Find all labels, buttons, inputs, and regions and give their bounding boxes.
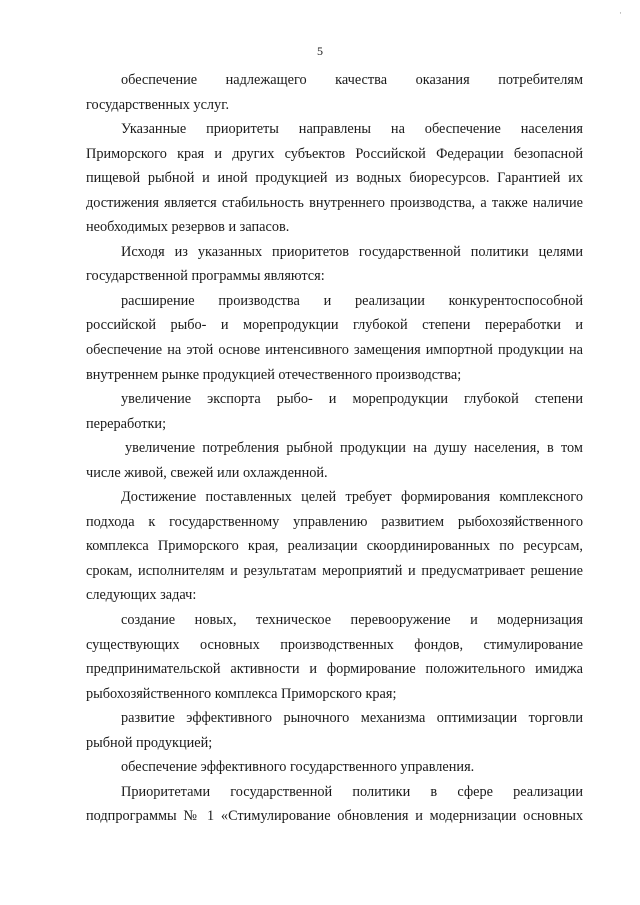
text-line: российской рыбо- и морепродукции глубокой степени переработки и bbox=[86, 317, 583, 334]
text-line: необходимых резервов и запасов. bbox=[86, 219, 290, 236]
text-line: подпрограммы № 1 «Стимулирование обновления и модернизации основных bbox=[86, 808, 583, 825]
text-line: пищевой рыбной и иной продукцией из водных биоресурсов. Гарантией их bbox=[86, 170, 583, 187]
text-line: Приоритетами государственной политики в сфере реализации bbox=[121, 783, 583, 800]
text-line: развитие эффективного рыночного механизма оптимизации торговли bbox=[121, 710, 583, 727]
document-body bbox=[86, 68, 583, 829]
text-line: создание новых, техническое перевооружение и модернизация bbox=[121, 612, 583, 629]
text-line: следующих задач: bbox=[86, 587, 197, 604]
text-line: комплекса Приморского края, реализации скоординированных по ресурсам, bbox=[86, 538, 583, 555]
text-line: срокам, исполнителям и результатам мероприятий и предусматривает решение bbox=[86, 562, 583, 579]
text-line: Достижение поставленных целей требует формирования комплексного bbox=[121, 489, 583, 506]
text-line: переработки; bbox=[86, 415, 167, 432]
text-line: обеспечение надлежащего качества оказания потребителям bbox=[121, 72, 583, 88]
corner-mark: · bbox=[619, 8, 622, 18]
text-line: достижения является стабильность внутреннего производства, а также наличие bbox=[86, 194, 583, 211]
text-line: увеличение экспорта рыбо- и морепродукции глубокой степени bbox=[121, 391, 583, 408]
text-line: рыбной продукцией; bbox=[86, 734, 213, 751]
text-line: государственной программы являются: bbox=[86, 268, 325, 285]
text-line: рыбохозяйственного комплекса Приморского края; bbox=[86, 685, 397, 702]
text-line: подхода к государственному управлению развитием рыбохозяйственного bbox=[86, 513, 583, 530]
page-number: 5 bbox=[317, 44, 323, 58]
text-line: числе живой, свежей или охлажденной. bbox=[86, 464, 328, 481]
text-line: обеспечение эффективного государственного управления. bbox=[121, 759, 475, 776]
text-line: Указанные приоритеты направлены на обеспечение населения bbox=[121, 121, 583, 138]
text-line: расширение производства и реализации конкурентоспособной bbox=[121, 292, 583, 309]
text-line: государственных услуг. bbox=[86, 96, 230, 113]
text-line: существующих основных производственных фондов, стимулирование bbox=[86, 636, 583, 653]
text-line: увеличение потребления рыбной продукции на душу населения, в том bbox=[125, 440, 583, 457]
text-line: Исходя из указанных приоритетов государственной политики целями bbox=[121, 243, 583, 260]
text-line: обеспечение на этой основе интенсивного замещения импортной продукции на bbox=[86, 342, 583, 359]
text-line: Приморского края и других субъектов Российской Федерации безопасной bbox=[86, 145, 583, 162]
text-line: предпринимательской активности и формирование положительного имиджа bbox=[86, 661, 583, 678]
text-line: внутреннем рынке продукцией отечественного производства; bbox=[86, 366, 462, 383]
